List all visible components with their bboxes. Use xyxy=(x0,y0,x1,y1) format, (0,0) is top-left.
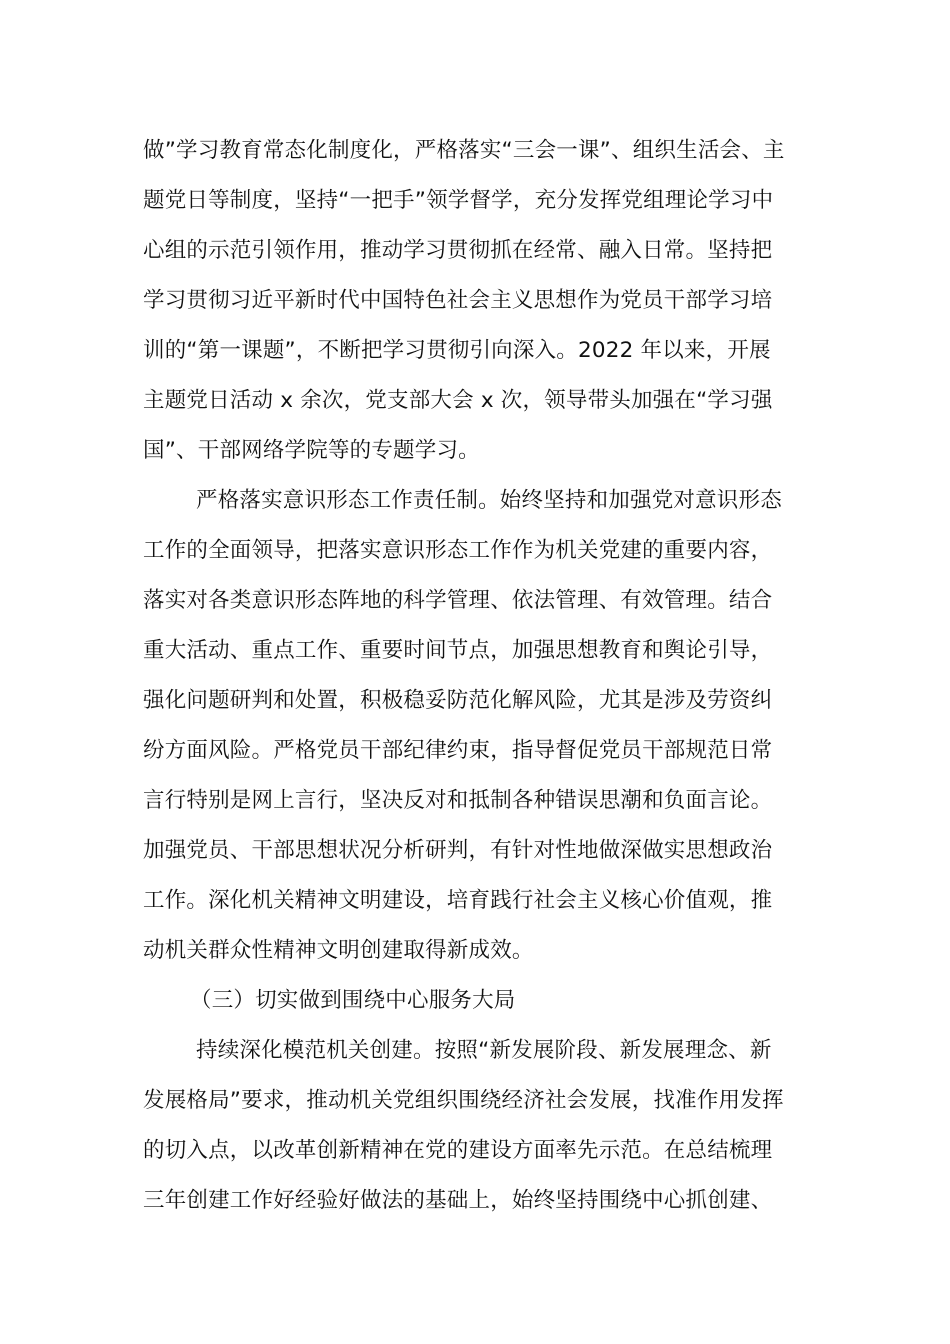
text-line: 心组的示范引领作用，推动学习贯彻抓在经常、融入日常。坚持把 xyxy=(143,238,773,263)
text-line: 加强党员、干部思想状况分析研判，有针对性地做深做实思想政治 xyxy=(143,838,773,863)
text-line: 三年创建工作好经验好做法的基础上，始终坚持围绕中心抓创建、 xyxy=(143,1188,773,1213)
paragraph-first-line: 持续深化模范机关创建。按照“新发展阶段、新发展理念、新 xyxy=(196,1038,772,1063)
text-line: 学习贯彻习近平新时代中国特色社会主义思想作为党员干部学习培 xyxy=(143,288,773,313)
text-line: 国”、干部网络学院等的专题学习。 xyxy=(143,438,480,463)
text-line: 工作的全面领导，把落实意识形态工作作为机关党建的重要内容， xyxy=(143,538,773,563)
text-line: 主题党日活动 x 余次，党支部大会 x 次，领导带头加强在“学习强 xyxy=(143,388,773,413)
text-line: 强化问题研判和处置，积极稳妥防范化解风险，尤其是涉及劳资纠 xyxy=(143,688,773,713)
text-line: 训的“第一课题”，不断把学习贯彻引向深入。2022 年以来，开展 xyxy=(143,338,771,363)
text-line: 的切入点，以改革创新精神在党的建设方面率先示范。在总结梳理 xyxy=(143,1138,773,1163)
text-line: 落实对各类意识形态阵地的科学管理、依法管理、有效管理。结合 xyxy=(143,588,773,613)
text-line: 题党日等制度，坚持“一把手”领学督学，充分发挥党组理论学习中 xyxy=(143,188,774,213)
text-line: 言行特别是网上言行，坚决反对和抵制各种错误思潮和负面言论。 xyxy=(143,788,773,813)
text-line: 纷方面风险。严格党员干部纪律约束，指导督促党员干部规范日常 xyxy=(143,738,773,763)
section-heading: （三）切实做到围绕中心服务大局 xyxy=(190,988,516,1013)
text-line: 重大活动、重点工作、重要时间节点，加强思想教育和舆论引导， xyxy=(143,638,773,663)
text-line: 发展格局”要求，推动机关党组织围绕经济社会发展，找准作用发挥 xyxy=(143,1088,784,1113)
text-line: 做”学习教育常态化制度化，严格落实“三会一课”、组织生活会、主 xyxy=(143,138,785,163)
text-line: 动机关群众性精神文明创建取得新成效。 xyxy=(143,938,534,963)
paragraph-first-line: 严格落实意识形态工作责任制。始终坚持和加强党对意识形态 xyxy=(196,488,782,513)
text-line: 工作。深化机关精神文明建设，培育践行社会主义核心价值观，推 xyxy=(143,888,773,913)
